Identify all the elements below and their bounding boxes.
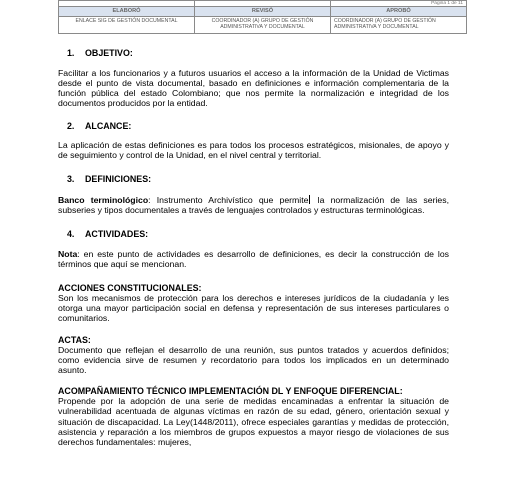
nota-text: : en este punto de actividades es desarrollo de definiciones, es decir la construcción de los términos que aquí se mencionan. [58,248,449,269]
section-title: ALCANCE: [85,121,132,132]
section-heading-actividades [58,229,449,240]
aprobo-label: APROBÓ [331,7,467,17]
aprobo-value: COORDINADOR (A) GRUPO DE GESTIÓN ADMINISTRATIVA Y DOCUMENTAL [331,17,467,34]
section-title: ACTIVIDADES: [85,228,149,239]
term-text-a: : Instrumento Archivístico que permite [148,194,309,205]
page-number: Página 1 de 11 [431,1,463,6]
nota-label: Nota [58,248,78,259]
section-heading-alcance [58,121,449,132]
term-label: Banco terminológico [58,194,149,205]
term-heading-acompanamiento: ACOMPAÑAMIENTO TÉCNICO IMPLEMENTACIÓN DL Y ENFOQUE DIFERENCIAL: [58,386,403,397]
elaboro-value: ENLACE SIG DE GESTIÓN DOCUMENTAL [59,17,195,34]
section-number: 2. [67,121,75,132]
term-text-actas: Documento que reflejan el desarrollo de una reunión, sus puntos tratados y acuerdos definidos; como evidencia sirve de resumen y recordatorio para todos los implicados en un determinado asunto. [58,344,449,375]
section-number: 4. [67,228,75,239]
term-heading-acciones: ACCIONES CONSTITUCIONALES: [58,282,202,293]
nota-paragraph [58,249,449,269]
reviso-value: COORDINADOR (A) GRUPO DE GESTIÓN ADMINISTRATIVA Y DOCUMENTAL [195,17,331,34]
banco-terminologico-paragraph[interactable] [58,195,449,215]
term-heading-actas: ACTAS: [58,334,91,345]
header-value-row [59,17,467,34]
document-body [58,48,449,447]
section-heading-objetivo [58,48,449,59]
section-title: OBJETIVO: [85,48,133,58]
term-text-acompanamiento: Propende por la adopción de una serie de medidas encaminadas a enfrentar la situación de vulnerabilidad acentuada de algunas víctimas en razón de su edad, género, orientación sexual y situación de discapacidad. La Ley(1448/2011), ofrece especiales garantías y medidas de protección, asistencia y reparación a los miembros de grupos expuestos a mayor riesgo de violaciones de sus derechos fundamentales: mujeres, [58,396,449,447]
document-header-table [58,0,467,34]
term-text-b: la normalización de las series, subseries y tipos documentales a través de lenguajes controlados y estructuras terminológicas. [58,194,449,215]
section-title: DEFINICIONES: [85,173,152,184]
section-number: 1. [67,48,75,58]
term-text-acciones: Son los mecanismos de protección para los derechos e intereses jurídicos de la ciudadanía y les otorga una mayor participación social en defensa y representación de sus intereses particulares o comunitarios. [58,293,449,324]
section-heading-definiciones [58,174,449,185]
alcance-paragraph: La aplicación de estas definiciones es para todos los procesos estratégicos, misionales, de apoyo y de seguimiento y control de la Unidad, en el nivel central y territorial. [58,140,449,161]
elaboro-label: ELABORÓ [59,7,195,17]
header-label-row [59,7,467,17]
reviso-label: REVISÓ [195,7,331,17]
objetivo-paragraph: Facilitar a los funcionarios y a futuros usuarios el acceso a la información de la Unidad de Victimas desde el punto de vista documental, basado en definiciones e información complementaria de la función pública del estado Colombiano; que nos permite la normalización e integridad de los documentos producidos por la entidad. [58,68,449,109]
section-number: 3. [67,173,75,184]
